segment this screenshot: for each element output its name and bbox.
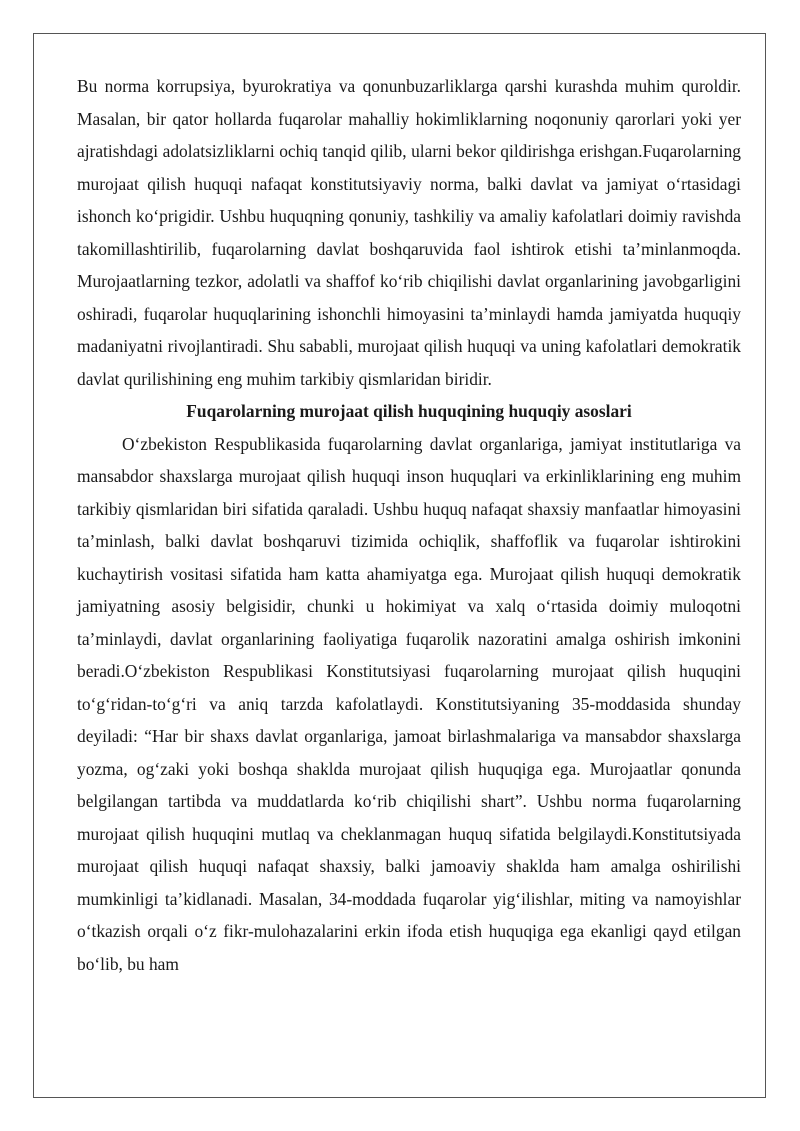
body-paragraph: Bu norma korrupsiya, byurokratiya va qonunbuzarliklarga qarshi kurashda muhim quroldir. Masalan, bir qator hollarda fuqarolar mahalliy hokimliklarning noqonuniy qarorlari yoki yer ajratishdagi adolatsizliklarni ochiq tanqid qilib, ularni bekor qildirishga erishgan.Fuqarolarning murojaat qilish huquqi nafaqat konstitutsiyaviy norma, balki davlat va jamiyat o‘rtasidagi ishonch ko‘prigidir. Ushbu huquqning qonuniy, tashkiliy va amaliy kafolatlari doimiy ravishda takomillashtirilib, fuqarolarning davlat boshqaruvida faol ishtirok etishi ta’minlanmoqda. Murojaatlarning tezkor, adolatli va shaffof ko‘rib chiqilishi davlat organlarining javobgarligini oshiradi, fuqarolar huquqlarining ishonchli himoyasini ta’minlaydi hamda jamiyatda huquqiy madaniyatni rivojlantiradi. Shu sababli, murojaat qilish huquqi va uning kafolatlari demokratik davlat qurilishining eng muhim tarkibiy qismlaridan biridir.	[77, 76, 741, 389]
document-body	[77, 70, 741, 980]
body-paragraph: O‘zbekiston Respublikasida fuqarolarning davlat organlariga, jamiyat institutlariga va mansabdor shaxslarga murojaat qilish huquqi inson huquqlari va erkinliklarining eng muhim tarkibiy qismlaridan biri sifatida qaraladi. Ushbu huquq nafaqat shaxsiy manfaatlar himoyasini ta’minlash, balki davlat boshqaruvi tizimida ochiqlik, shaffoflik va fuqarolar ishtirokini kuchaytirish vositasi sifatida ham katta ahamiyatga ega. Murojaat qilish huquqi demokratik jamiyatning asosiy belgisidir, chunki u hokimiyat va xalq o‘rtasida doimiy muloqotni ta’minlaydi, davlat organlarining faoliyatiga fuqarolik nazoratini amalga oshirish imkonini beradi.O‘zbekiston Respublikasi Konstitutsiyasi fuqarolarning murojaat qilish huquqini to‘g‘ridan-to‘g‘ri va aniq tarzda kafolatlaydi. Konstitutsiyaning 35-moddasida shunday deyiladi: “Har bir shaxs davlat organlariga, jamoat birlashmalariga va mansabdor shaxslarga yozma, og‘zaki yoki boshqa shaklda murojaat qilish huquqiga ega. Murojaatlar qonunda belgilangan tartibda va muddatlarda ko‘rib chiqilishi shart”. Ushbu norma fuqarolarning murojaat qilish huquqini mutlaq va cheklanmagan huquq sifatida belgilaydi.Konstitutsiyada murojaat qilish huquqi nafaqat shaxsiy, balki jamoaviy shaklda ham amalga oshirilishi mumkinligi ta’kidlanadi. Masalan, 34-moddada fuqarolar yig‘ilishlar, miting va namoyishlar o‘tkazish orqali o‘z fikr-mulohazalarini erkin ifoda etish huquqiga ega ekanligi qayd etilgan bo‘lib, bu ham	[77, 433, 741, 974]
section-heading: Fuqarolarning murojaat qilish huquqining huquqiy asoslari	[186, 401, 632, 421]
